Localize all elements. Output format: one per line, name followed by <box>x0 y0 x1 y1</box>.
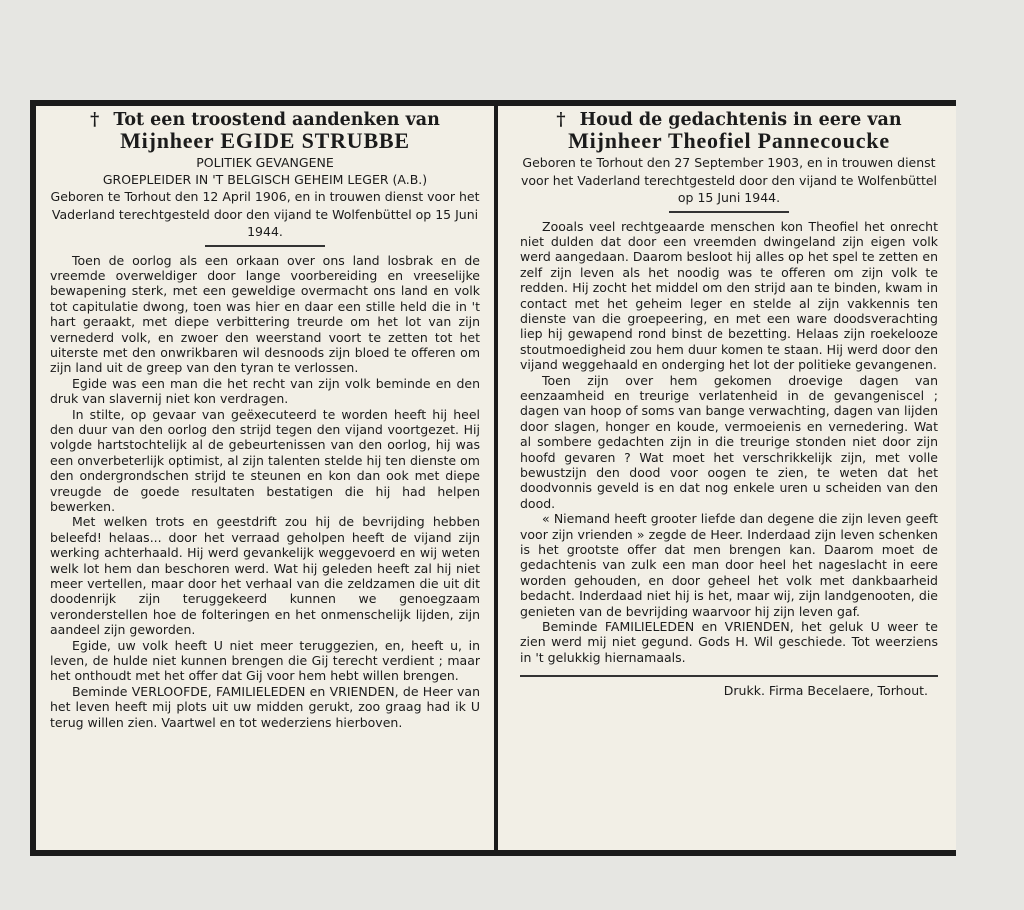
left-paragraph: Met welken trots en geestdrift zou hij de bevrijding hebben beleefd! helaas... door het verraad geholpen heeft de vijand zijn werking achterhaald. Hij werd gevankelijk weggevoerd en wij weten welk lot hem dan beschoren werd. Wat hij geleden heeft zal hij niet meer vertellen, maar door het verhaal van die zeldzamen die uit dit doodenrijk zijn teruggekeerd kunnen we genoegzaam veronderstellen hoe de folteringen en het onmenschelijk lijden, zijn aandeel zijn geworden. <box>50 514 480 638</box>
left-paragraph: Toen de oorlog als een orkaan over ons land losbrak en de vreemde overweldiger door lange voorbereiding en vreeselijke bewapening sterk, met een geweldige overmacht ons land en volk tot capitulatie dwong, toen was hier en daar een stille held die in 't hart geraakt, met diepe verbittering treurde om het lot van zijn vernederd volk, en zwoer den weerstand voort te zetten tot het uiterste met den onwrikbaren wil desnoods zijn bloed te offeren om zijn land uit de greep van den tyran te verlossen. <box>50 252 480 376</box>
left-page <box>36 106 498 850</box>
printer-credit: Drukk. Firma Becelaere, Torhout. <box>723 683 928 699</box>
left-paragraph: In stilte, op gevaar van geëxecuteerd te worden heeft hij heel den duur van den oorlog den strijd tegen den vijand voortgezet. Hij volgde hartstochtelijk al de gebeurtenissen van den oorlog, hij was een onverbeterlijk optimist, al zijn talenten stelde hij ten dienste om den ondergrondschen strijd te steunen en kon dan ook met diepe vreugde de goede resultaten bestatigen die hij had helpen bewerken. <box>50 406 480 514</box>
memorial-card <box>30 100 956 856</box>
right-divider <box>669 211 789 213</box>
right-paragraph: Zooals veel rechtgeaarde menschen kon Theofiel het onrecht niet dulden dat door een vreemden dwingeland zijn eigen volk werd aangedaan. Daarom besloot hij alles op het spel te zetten en zelf zijn leven als het noodig was te offeren om zijn volk te redden. Hij zocht het middel om den strijd aan te binden, kwam in contact met het geheim leger en stelde al zijn vakkennis ten dienste van die groepeering, en met een ware doodsverachting liep hij gewapend rond binst de bezetting. Helaas zijn roekelooze stoutmoedigheid zou hem duur komen te staan. Hij werd door den vijand weggehaald en onderging het lot der politieke gevangenen. <box>520 218 938 373</box>
left-paragraph: Beminde VERLOOFDE, FAMILIELEDEN en VRIENDEN, de Heer van het leven heeft mij plots uit uw midden gerukt, zoo graag had ik U terug willen zien. Vaartwel en tot wederziens hierboven. <box>50 683 480 730</box>
right-page <box>502 106 956 850</box>
right-heading <box>520 110 938 130</box>
left-name: Mijnheer EGIDE STRUBBE <box>120 128 410 153</box>
cross-icon: † <box>556 110 566 130</box>
left-heading-text: Tot een troostend aandenken van <box>113 110 440 130</box>
left-body <box>50 253 480 731</box>
right-name: Mijnheer Theofiel Pannecoucke <box>568 128 890 153</box>
left-subtitle-1: POLITIEK GEVANGENE <box>196 155 334 170</box>
left-heading <box>50 110 480 130</box>
left-paragraph: Egide, uw volk heeft U niet meer teruggezien, en, heeft u, in leven, de hulde niet kunnen brengen die Gij terecht verdient ; maar het onthoudt met het offer dat Gij voor hem hebt willen brengen. <box>50 637 480 684</box>
left-divider <box>205 245 325 247</box>
left-paragraph: Egide was een man die het recht van zijn volk beminde en den druk van slavernij niet kon verdragen. <box>50 375 480 407</box>
left-birth-text: Geboren te Torhout den 12 April 1906, en in trouwen dienst voor het Vaderland terechtgesteld door den vijand te Wolfenbüttel op 15 Juni 1944. <box>50 189 480 239</box>
cross-icon: † <box>90 110 100 130</box>
right-body <box>520 219 938 666</box>
right-heading-text: Houd de gedachtenis in eere van <box>579 110 902 130</box>
right-birth-text: Geboren te Torhout den 27 September 1903, en in trouwen dienst voor het Vaderland terechtgesteld door den vijand te Wolfenbüttel op 15 Juni 1944. <box>520 155 938 205</box>
right-paragraph: Toen zijn over hem gekomen droevige dagen van eenzaamheid en treurige verlatenheid in de gevangeniscel ; dagen van hoop of soms van bange verwachting, dagen van lijden door slagen, honger en koude, vermoeienis en vernedering. Wat al sombere gedachten zijn in die treurige stonden niet door zijn hoofd gevaren ? Wat moet het verschrikkelijk zijn, met volle bewustzijn den dood voor oogen te zien, te weten dat het doodvonnis geveld is en dat nog enkele uren u scheiden van den dood. <box>520 372 938 511</box>
right-paragraph: « Niemand heeft grooter liefde dan degene die zijn leven geeft voor zijn vrienden » zegde de Heer. Inderdaad zijn leven schenken is het grootste offer dat men brengen kan. Daarom moet de gedachtenis van zulk een man door heel het nageslacht in eere worden gehouden, en door geheel het volk met dankbaarheid bedacht. Inderdaad niet hij is het, maar wij, zijn landgenooten, die genieten van de bevrijding waarvoor hij zijn leven gaf. <box>520 511 938 619</box>
left-subtitle-2: GROEPLEIDER IN 'T BELGISCH GEHEIM LEGER (A.B.) <box>102 172 428 187</box>
printer-divider <box>520 675 938 677</box>
right-paragraph: Beminde FAMILIELEDEN en VRIENDEN, het geluk U weer te zien werd mij niet gegund. Gods H. Wil geschiede. Tot weerziens in 't gelukkig hiernamaals. <box>520 619 938 665</box>
